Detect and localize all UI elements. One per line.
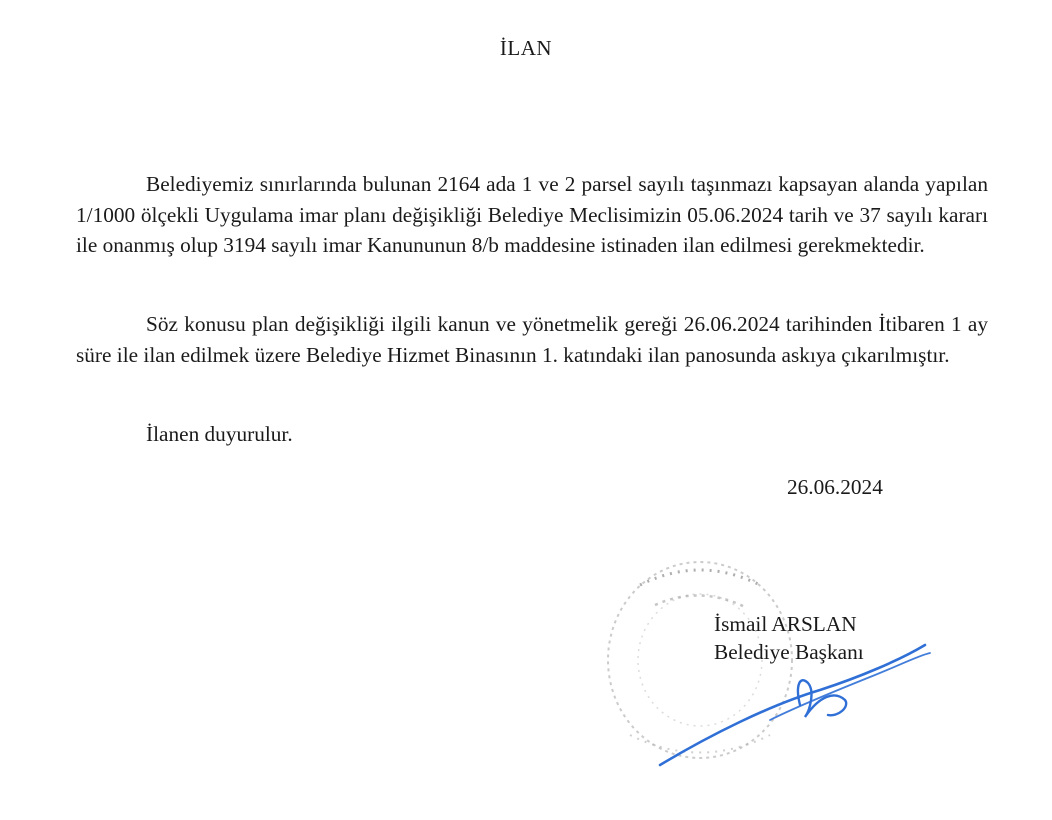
signer-name: İsmail ARSLAN xyxy=(714,612,857,636)
paragraph-1 xyxy=(76,169,988,261)
paragraph-2-text: Söz konusu plan değişikliği ilgili kanun ve yönetmelik gereği 26.06.2024 tarihinden İtibaren 1 ay süre ile ilan edilmek üzere Belediye Hizmet Binasının 1. katındaki ilan panosunda askıya çıkarılmıştır. xyxy=(76,312,988,367)
paragraph-1-text: Belediyemiz sınırlarında bulunan 2164 ada 1 ve 2 parsel sayılı taşınmazı kapsayan alanda yapılan 1/1000 ölçekli Uygulama imar planı değişikliği Belediye Meclisimizin 05.06.2024 tarih ve 37 sayılı kararı ile onanmış olup 3194 sayılı imar Kanununun 8/b maddesine istinaden ilan edilmesi gerekmektedir. xyxy=(76,172,988,258)
signature-icon xyxy=(650,625,940,775)
document-title: İLAN xyxy=(499,36,553,60)
document-date: 26.06.2024 xyxy=(787,475,883,499)
paragraph-2 xyxy=(76,309,988,370)
closing-line: İlanen duyurulur. xyxy=(146,422,293,446)
signer-title: Belediye Başkanı xyxy=(714,640,864,664)
